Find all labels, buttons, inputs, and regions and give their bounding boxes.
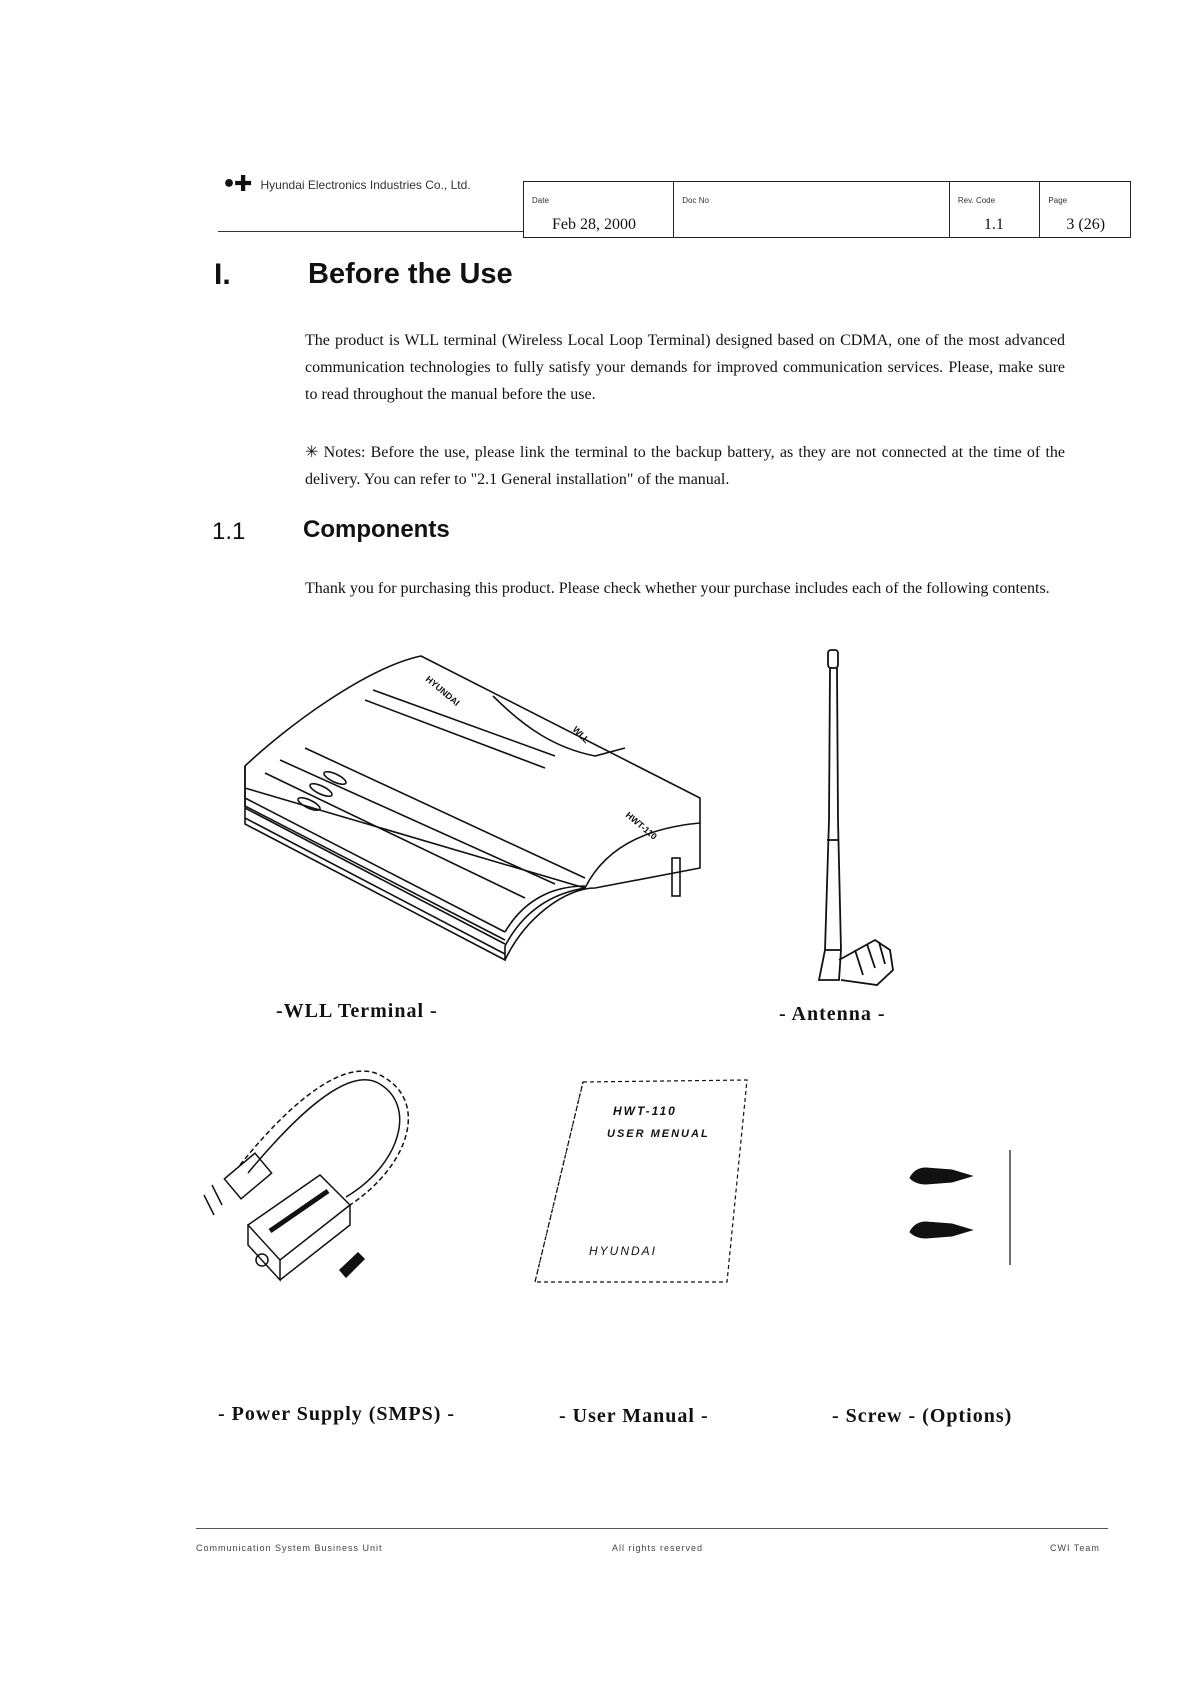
components-paragraph: Thank you for purchasing this product. Please check whether your purchase includes each of the following contents.	[305, 580, 1050, 597]
rev-cell	[949, 182, 1040, 238]
footer-left: Communication System Business Unit	[196, 1543, 383, 1553]
intro-paragraph: The product is WLL terminal (Wireless Local Loop Terminal) designed based on CDMA, one of the most advanced communication technologies to fully satisfy your demands for improved communication services. Please, make sure to read throughout the manual before the use.	[305, 332, 1065, 403]
company-name: Hyundai Electronics Industries Co., Ltd.	[260, 177, 471, 192]
screws-illustration	[870, 1140, 1020, 1280]
rev-value: 1.1	[983, 216, 1004, 233]
notes-paragraph: ✳ Notes: Before the use, please link the terminal to the backup battery, as they are not connected at the time of the delivery. You can refer to "2.1 General installation" of the manual.	[305, 444, 1065, 488]
page-label: Page	[1048, 196, 1068, 205]
footer-rule	[196, 1528, 1108, 1529]
header-rule	[218, 231, 524, 232]
section-number: I.	[214, 258, 231, 291]
svg-text:HWT-110: HWT-110	[623, 809, 659, 842]
antenna-illustration	[805, 650, 915, 990]
power-supply-illustration	[200, 1055, 435, 1295]
page-cell	[1040, 182, 1131, 238]
wll-terminal-illustration	[225, 648, 715, 1008]
date-label: Date	[532, 196, 549, 205]
terminal-caption: -WLL Terminal -	[276, 1000, 438, 1022]
document-info-table	[523, 181, 1131, 238]
subsection-number: 1.1	[212, 518, 246, 545]
footer-right: CWI Team	[1050, 1543, 1100, 1553]
screw-caption: - Screw - (Options)	[832, 1405, 1013, 1427]
section-title: Before the Use	[308, 258, 513, 290]
svg-text:HYUNDAI: HYUNDAI	[423, 673, 462, 708]
manual-cover-model: HWT-110	[613, 1104, 677, 1118]
date-cell	[524, 182, 674, 238]
page-value: 3 (26)	[1066, 216, 1106, 233]
subsection-title: Components	[303, 516, 450, 543]
antenna-caption: - Antenna -	[779, 1003, 886, 1025]
manual-cover-title: USER MENUAL	[607, 1128, 710, 1140]
date-value: Feb 28, 2000	[552, 216, 636, 233]
rev-label: Rev. Code	[957, 196, 996, 205]
docno-cell	[674, 182, 950, 238]
svg-text:WLL: WLL	[570, 724, 592, 746]
power-supply-caption: - Power Supply (SMPS) -	[218, 1403, 456, 1425]
user-manual-illustration	[525, 1060, 765, 1300]
user-manual-caption: - User Manual -	[559, 1405, 709, 1427]
footer-center: All rights reserved	[612, 1543, 704, 1553]
hyundai-logo-icon: •✚	[222, 172, 251, 197]
docno-label: Doc No	[682, 196, 709, 205]
manual-cover-brand: HYUNDAI	[589, 1244, 658, 1258]
company-logo	[222, 172, 471, 197]
